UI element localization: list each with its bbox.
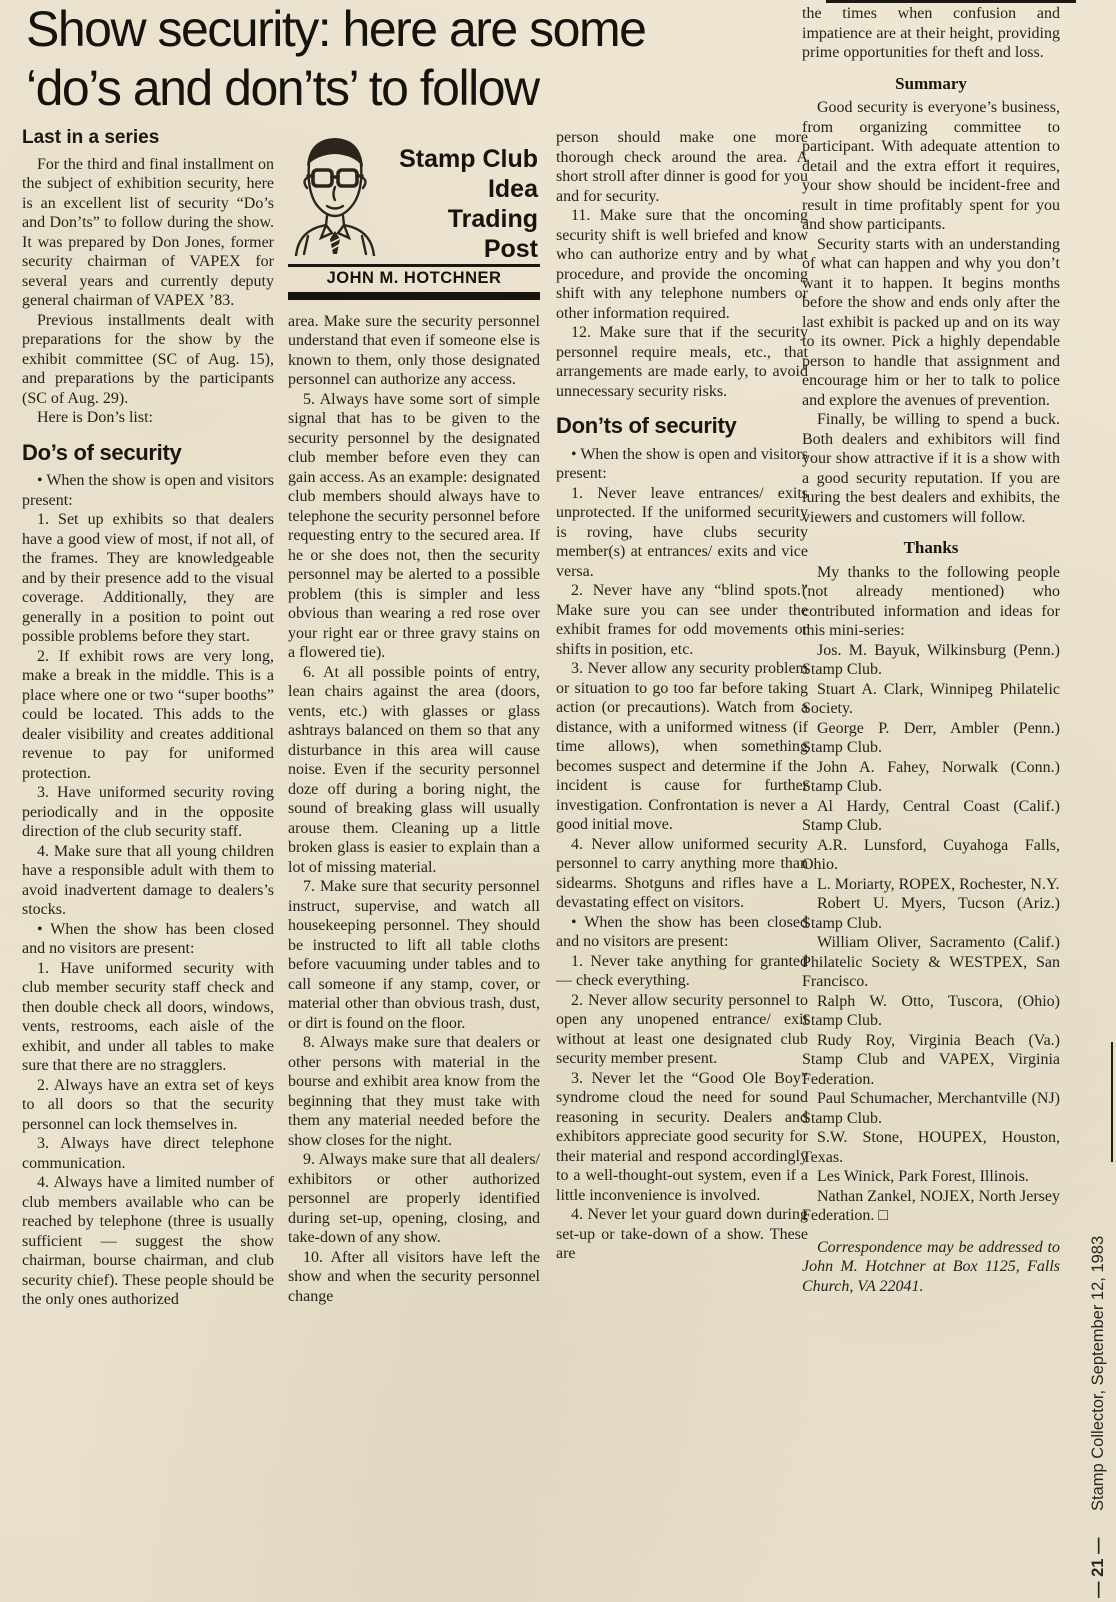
- article-paragraph: S.W. Stone, HOUPEX, Houston, Texas.: [802, 1129, 1060, 1166]
- article-paragraph: 4. Make sure that all young children have a responsible adult with them to avoid inadvertent damage to dealers’s stocks.: [22, 842, 274, 918]
- column-1: [22, 128, 274, 1598]
- logo-top-row: [288, 132, 540, 264]
- right-margin: [1068, 0, 1116, 1602]
- article-paragraph: 9. Always make sure that all dealers/ exhibitors or other authorized personnel are properly identified during set-up, opening, closing, and take-down of any show.: [288, 1151, 540, 1246]
- logo-title-line: Post: [483, 235, 538, 263]
- article-paragraph: • When the show is open and visitors present:: [22, 472, 274, 509]
- top-edge-rule: [826, 0, 1076, 3]
- logo-title-line: Trading: [447, 205, 538, 233]
- section-heading: Don’ts of security: [556, 413, 737, 438]
- article-paragraph: the times when confusion and impatience are at their height, providing prime opportunities for theft and loss.: [802, 5, 1060, 61]
- section-heading: Do’s of security: [22, 439, 182, 465]
- logo-title: [382, 132, 540, 264]
- article-paragraph: person should make one more thorough check around the area. A short stroll after dinner is good for you and for security.: [556, 129, 808, 205]
- article-paragraph: Nathan Zankel, NOJEX, North Jersey Federation. □: [802, 1187, 1060, 1224]
- column-3: [556, 128, 808, 1598]
- john-hotchner-portrait-icon: [288, 132, 382, 256]
- author-byline: JOHN M. HOTCHNER: [326, 269, 502, 287]
- article-paragraph: Finally, be willing to spend a buck. Both dealers and exhibitors will find your show attractive if it is a show with a good security reputation. If you are luring the best dealers and exhibits, the viewers and customers will follow.: [802, 411, 1060, 526]
- column-logo-block: [288, 132, 540, 300]
- article-paragraph: • When the show is open and visitors present:: [556, 445, 808, 482]
- article-paragraph: 1. Set up exhibits so that dealers have a good view of most, if not all, of the frames. They are knowledgeable and by their presence add to the visual coverage. Additionally, they are generally in a position to point out possible problems before they start.: [22, 511, 274, 645]
- article-paragraph: My thanks to the following people (not already mentioned) who contributed information and ideas for this mini-series:: [802, 563, 1060, 639]
- article-paragraph: George P. Derr, Ambler (Penn.) Stamp Club.: [802, 719, 1060, 756]
- publication-info: [1089, 1058, 1108, 1598]
- sub-heading: Summary: [895, 73, 967, 93]
- headline-line2: ‘do’s and don’ts’ to follow: [26, 60, 539, 116]
- article-paragraph: 7. Make sure that security personnel instruct, supervise, and watch all housekeeping personnel. They should be instructed to lift all table cloths before vacuuming under tables and to call someone if any stamp, cover, or material other than obvious trash, dust, or dirt is found on the floor.: [288, 878, 540, 1032]
- article-paragraph: Here is Don’s list:: [37, 409, 153, 426]
- article-paragraph: Ralph W. Otto, Tuscora, (Ohio) Stamp Club.: [802, 992, 1060, 1029]
- article-paragraph: 2. Always have an extra set of keys to all doors so that the security personnel can lock themselves in.: [22, 1076, 274, 1133]
- article-paragraph: 12. Make sure that if the security personnel require meals, etc., that arrangements are made early, to avoid unnecessary security risks.: [556, 324, 808, 400]
- article-paragraph: Les Winick, Park Forest, Illinois.: [817, 1168, 1029, 1185]
- publication-date: Stamp Collector, September 12, 1983: [1089, 1236, 1107, 1512]
- article-paragraph: 11. Make sure that the oncoming security shift is well briefed and know who can authorize entry and by what procedure, and provide the oncoming shift with any telephone numbers or other information required.: [556, 207, 808, 322]
- correspondence-note: Correspondence may be addressed to John M. Hotchner at Box 1125, Falls Church, VA 22041.: [802, 1238, 1060, 1295]
- article-paragraph: 6. At all possible points of entry, lean chairs against the area (doors, vents, etc.) with glasses or glass ashtrays balanced on them so that any disturbance in this area will cause noise. Even if the security personnel doze off during a boring night, the sound of breaking glass will usually arouse them. Cleaning up a little broken glass is easier to explain than a lot of missing material.: [288, 663, 540, 876]
- article-paragraph: Jos. M. Bayuk, Wilkinsburg (Penn.) Stamp Club.: [802, 641, 1060, 678]
- article-paragraph: 1. Have uniformed security with club member security staff check and then double check all doors, windows, vents, restrooms, each aisle of the exhibit, and under all tables to make sure that there are no stragglers.: [22, 959, 274, 1074]
- article-paragraph: area. Make sure the security personnel understand that even if someone else is known to them, only those designated personnel can authorize any access.: [288, 312, 540, 388]
- article-paragraph: 2. Never allow security personnel to open any unopened entrance/ exit without at least one designated club security member present.: [556, 991, 808, 1067]
- article-paragraph: John A. Fahey, Norwalk (Conn.) Stamp Club.: [802, 758, 1060, 795]
- article-paragraph: 3. Never let the “Good Ole Boy” syndrome cloud the need for sound reasoning in security. Dealers and exhibitors appreciate good security for their material and respond accordingly to a well-thought-out system, even if a little inconvenience is involved.: [556, 1069, 808, 1204]
- column-2-text: [288, 312, 540, 1307]
- article-paragraph: For the third and final installment on the subject of exhibition security, here is an excellent list of security “Do’s and Don’ts” to follow during the show. It was prepared by Don Jones, former security chairman of VAPEX for several years and currently deputy general chairman of VAPEX ’83.: [22, 155, 274, 309]
- column-4: [802, 4, 1060, 1598]
- series-kicker: Last in a series: [22, 128, 160, 148]
- article-paragraph: Paul Schumacher, Merchantville (NJ) Stamp Club.: [802, 1090, 1060, 1127]
- article-paragraph: Al Hardy, Central Coast (Calif.) Stamp Club.: [802, 797, 1060, 834]
- article-paragraph: William Oliver, Sacramento (Calif.) Philatelic Society & WESTPEX, San Francisco.: [802, 934, 1060, 990]
- logo-title-line: Idea: [487, 175, 538, 203]
- article-paragraph: 4. Never allow uniformed security personnel to carry anything more than sidearms. Shotguns and rifles have a devastating effect on visitors.: [556, 835, 808, 911]
- article-paragraph: 1. Never take anything for granted — check everything.: [556, 952, 808, 989]
- article-paragraph: Previous installments dealt with preparations for the show by the exhibit committee (SC of Aug. 15), and preparations by the participants (SC of Aug. 29).: [22, 311, 274, 407]
- article-paragraph: 2. Never have any “blind spots.” Make sure you can see under the exhibit frames for odd movements or shifts in position, etc.: [556, 582, 808, 658]
- headline-line1: Show security: here are some: [26, 1, 646, 57]
- article-paragraph: • When the show has been closed and no visitors are present:: [22, 920, 274, 957]
- article-paragraph: Stuart A. Clark, Winnipeg Philatelic Society.: [802, 680, 1060, 717]
- column-2: [288, 128, 540, 1598]
- byline-row: [288, 264, 540, 300]
- page-number: — 21 —: [1089, 1537, 1107, 1598]
- article-paragraph: L. Moriarty, ROPEX, Rochester, N.Y.: [817, 875, 1060, 893]
- article-paragraph: 8. Always make sure that dealers or other persons with material in the bourse and exhibit area know from the beginning that they must take with them any material needed before the show closes for the night.: [288, 1034, 540, 1149]
- fold-edge-line: [1111, 1042, 1113, 1162]
- byline-rule: [288, 292, 540, 300]
- sub-heading: Thanks: [903, 538, 959, 557]
- article-headline: [26, 0, 776, 118]
- article-paragraph: 3. Never allow any security problem or situation to go too far before taking action (or precautions). Watch from a distance, with a uniformed witness (if time allows), when something becomes suspect and determine if the incident is cause for further investigation. Confrontation is never a good initial move.: [556, 660, 808, 833]
- article-paragraph: 2. If exhibit rows are very long, make a break in the middle. This is a place where one or two “super booths” could be located. This adds to the dealer visibility and creates additional revenue to pay for uniformed protection.: [22, 647, 274, 782]
- article-paragraph: 5. Always have some sort of simple signal that has to be given to the security personnel by the designated club member before even they can gain access. As an example: designated club members should always have to telephone the security personnel before requesting entry to the secured area. If he or she does not, then the security personnel may be alerted to a possible problem (this is simpler and less obvious than wearing a red rose over your right ear or three gravy stains on a flowered tie).: [288, 390, 540, 661]
- article-paragraph: 3. Have uniformed security roving periodically and in the opposite direction of the club security staff.: [22, 784, 274, 840]
- article-paragraph: • When the show has been closed and no visitors are present:: [556, 913, 808, 950]
- article-paragraph: 4. Always have a limited number of club members available who can be reached by telephone (three is usually sufficient — suggest the show chairman, bourse chairman, and club security chief). These people should be the only ones authorized: [22, 1174, 274, 1308]
- article-paragraph: Security starts with an understanding of what can happen and why you don’t want it to happen. It begins months before the show and ends only after the last exhibit is packed up and on its way to its owner. Pick a highly dependable person to handle that assignment and encourage him or her to talk to police and explore the avenues of prevention.: [802, 235, 1060, 409]
- article-paragraph: 4. Never let your guard down during set-up or take-down of a show. These are: [556, 1206, 808, 1262]
- logo-title-line: Stamp Club: [399, 145, 538, 173]
- article-paragraph: Robert U. Myers, Tucson (Ariz.) Stamp Club.: [802, 895, 1060, 932]
- article-paragraph: 3. Always have direct telephone communication.: [22, 1135, 274, 1172]
- article-paragraph: A.R. Lunsford, Cuyahoga Falls, Ohio.: [802, 836, 1060, 873]
- article-paragraph: Rudy Roy, Virginia Beach (Va.) Stamp Club and VAPEX, Virginia Federation.: [802, 1031, 1060, 1088]
- article-paragraph: 1. Never leave entrances/ exits unprotected. If the uniformed security is roving, have clubs security member(s) at entrances/ exits and vice versa.: [556, 484, 808, 580]
- article-paragraph: 10. After all visitors have left the show and when the security personnel change: [288, 1248, 540, 1305]
- article-paragraph: Good security is everyone’s business, from organizing committee to participant. With adequate attention to detail and the extra effort it requires, your show should be incident-free and result in time profitably spent for you and show participants.: [802, 99, 1060, 233]
